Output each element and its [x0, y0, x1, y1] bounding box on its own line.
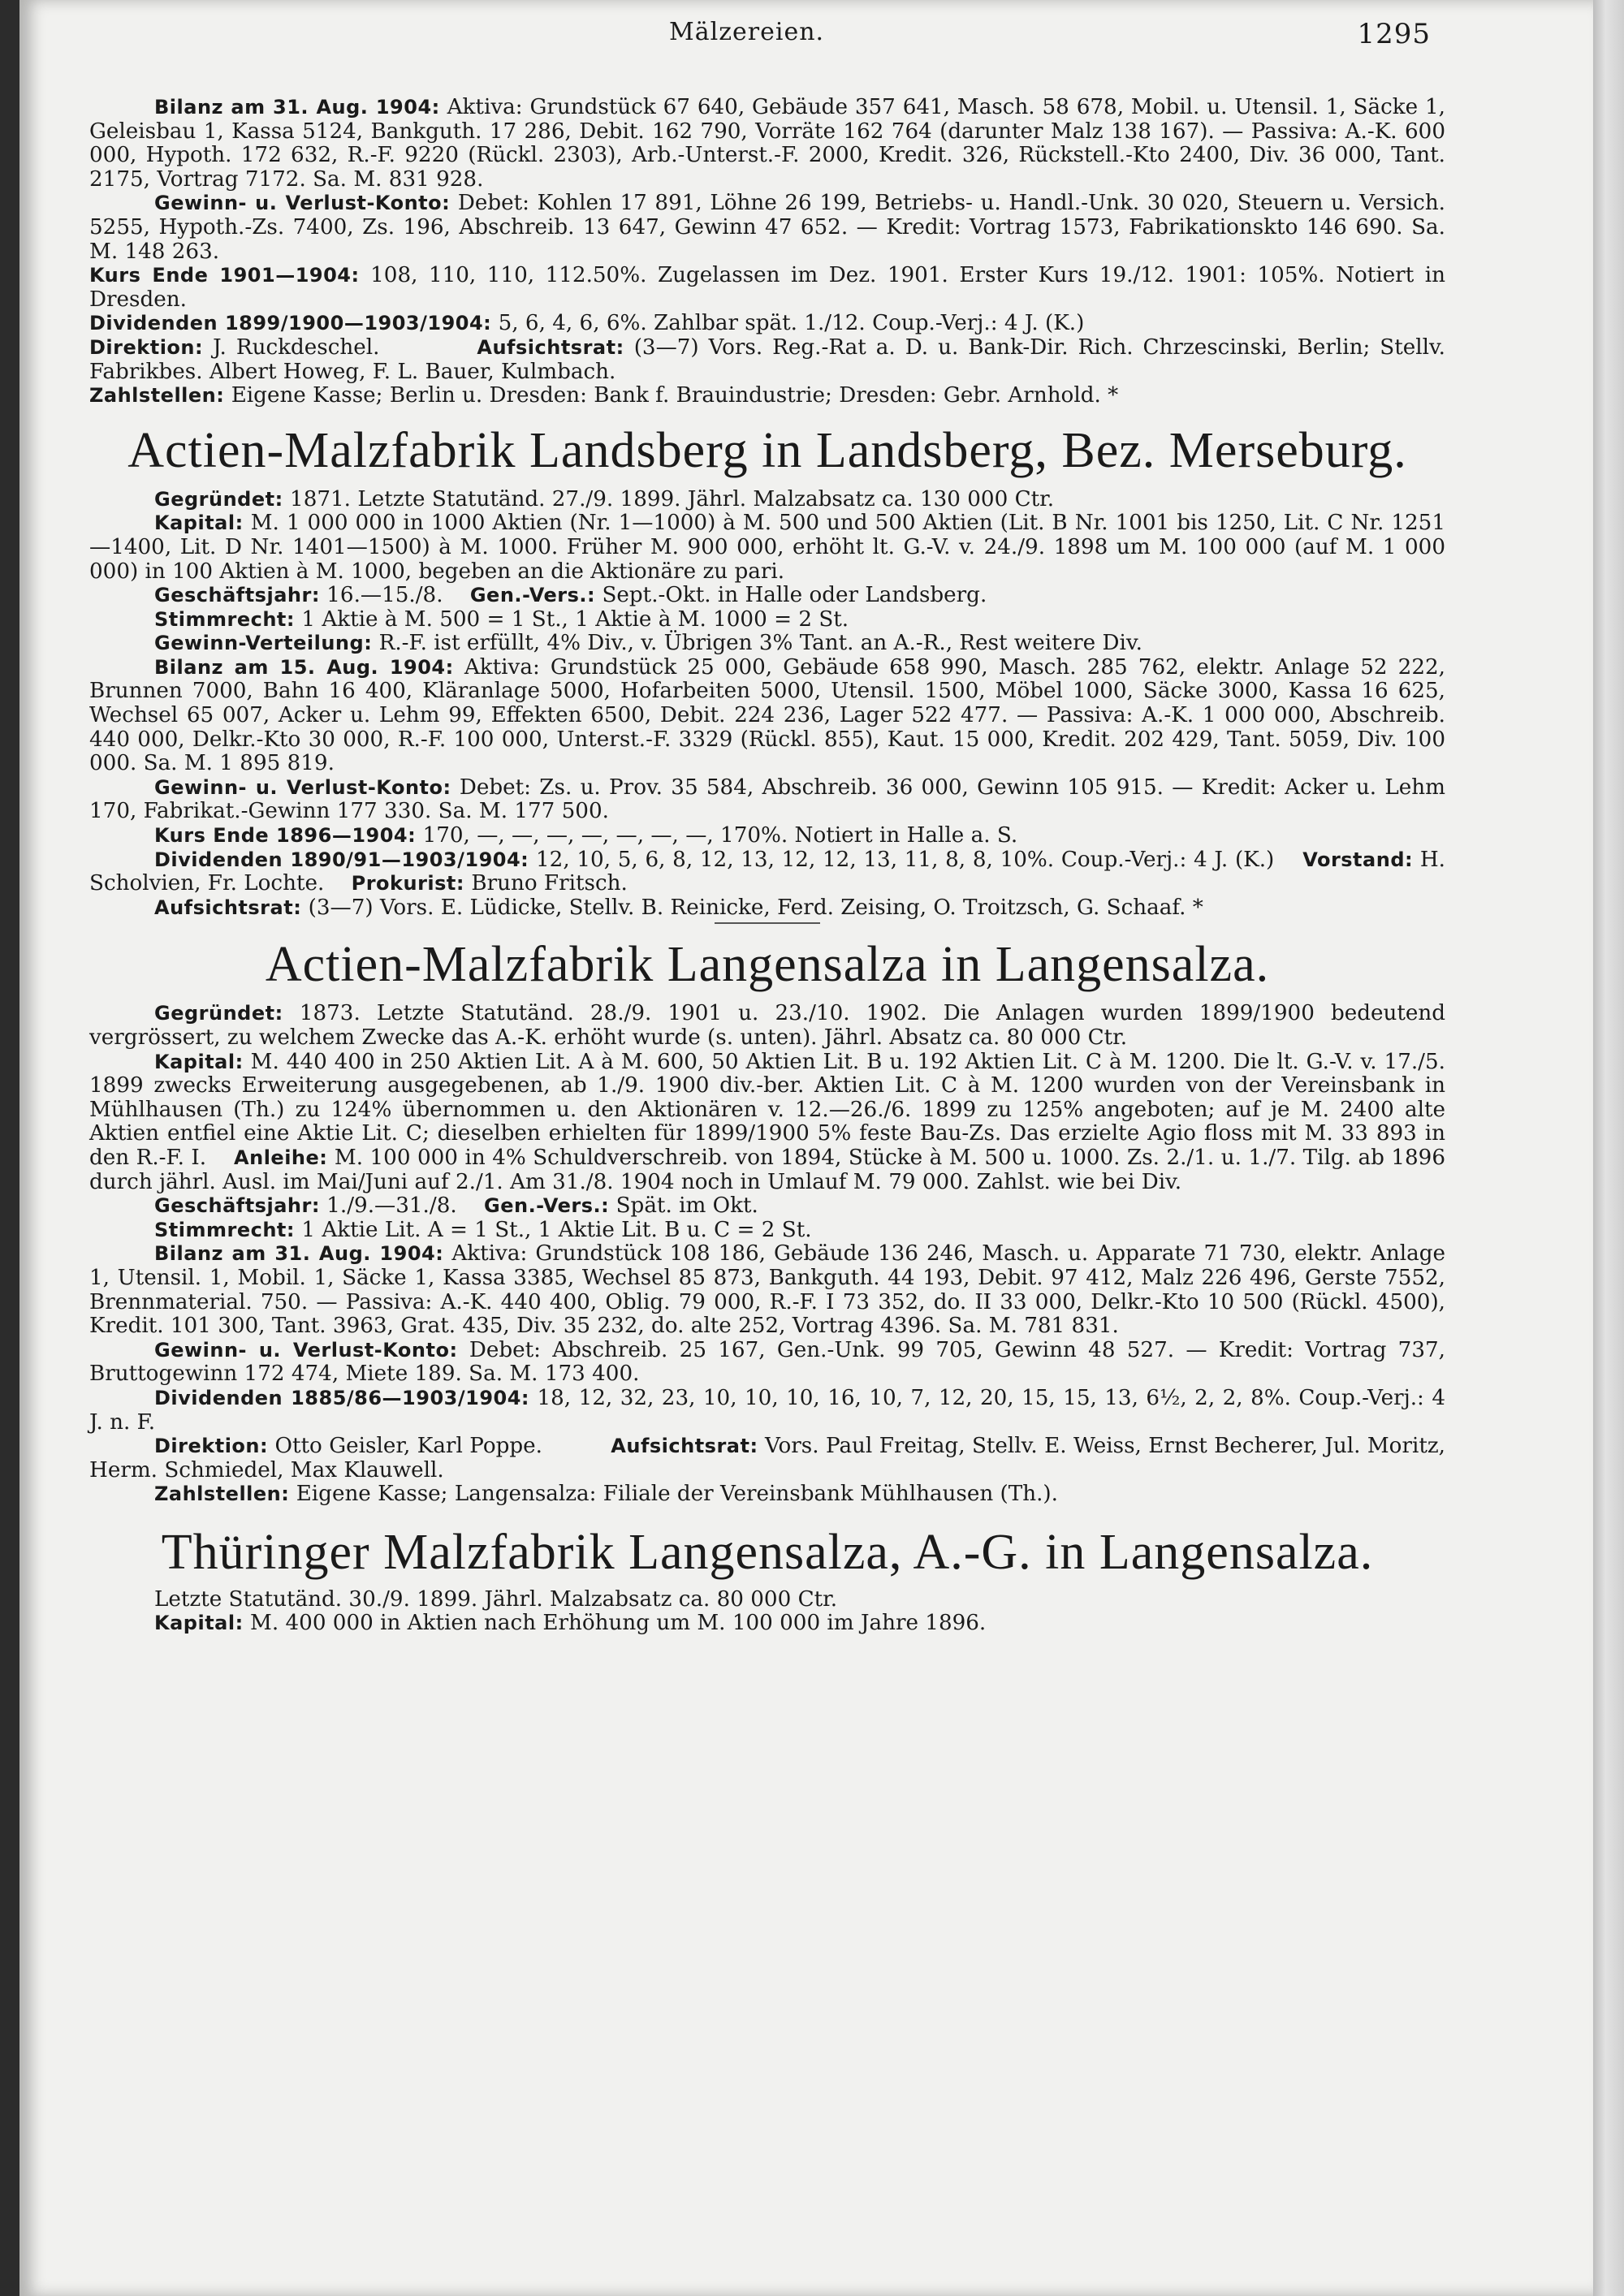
aufsichtsrat-text: (3—7) Vors. Reg.-Rat a. D. u. Bank-Dir. Rich. Chrzescinski, Berlin; Stellv. Fabrikbes. Albert Howeg, F. L. Bauer, Kulmbach. — [89, 334, 1446, 384]
guv-paragraph — [89, 1339, 1445, 1387]
dividenden-paragraph — [89, 312, 1445, 336]
kapital-paragraph — [89, 511, 1445, 584]
gegruendet-text: 1871. Letzte Statutänd. 27./9. 1899. Jährl. Malzabsatz ca. 130 000 Ctr. — [290, 486, 1055, 511]
guv-text: Debet: Zs. u. Prov. 35 584, Abschreib. 36 000, Gewinn 105 915. — Kredit: Acker u. Lehm 170, Fabrikat.-Gewinn 177 330. Sa. M. 177 500. — [89, 775, 1446, 824]
gegruendet-paragraph — [89, 488, 1445, 512]
bilanz-label: Bilanz am 31. Aug. 1904: — [154, 1242, 444, 1266]
page — [19, 0, 1593, 2296]
dividenden-paragraph — [89, 848, 1445, 896]
stimmrecht-text: 1 Aktie Lit. A = 1 St., 1 Aktie Lit. B u. C = 2 St. — [301, 1217, 812, 1242]
dividenden-text: 18, 12, 32, 23, 10, 10, 10, 16, 10, 7, 12, 20, 15, 15, 13, 6½, 2, 2, 8%. Coup.-Verj.: 4 J. n. F. — [89, 1385, 1445, 1435]
geschaeftsjahr-label: Geschäftsjahr: — [154, 584, 320, 607]
asterisk-mark: * — [1108, 383, 1119, 408]
zahlstellen-label: Zahlstellen: — [154, 1482, 290, 1506]
anleihe-label: Anleihe: — [234, 1146, 328, 1169]
stimmrecht-paragraph — [89, 608, 1445, 632]
kurs-text: 170, —, —, —, —, —, —, —, 170%. Notiert in Halle a. S. — [422, 823, 1018, 848]
geschaeftsjahr-paragraph — [89, 1194, 1445, 1219]
guv-label: Gewinn- u. Verlust-Konto: — [154, 775, 451, 799]
company-title: Thüringer Malzfabrik Langensalza, A.-G. in Langensalza. — [161, 1524, 1374, 1580]
kurs-label: Kurs Ende 1896—1904: — [154, 824, 417, 848]
zahlstellen-paragraph — [89, 384, 1445, 408]
dividenden-text: 5, 6, 4, 6, 6%. Zahlbar spät. 1./12. Coup.-Verj.: 4 J. (K.) — [498, 311, 1085, 336]
vorstand-label: Vorstand: — [1302, 848, 1414, 871]
kapital-label: Kapital: — [154, 1612, 244, 1635]
aufsichtsrat-label: Aufsichtsrat: — [477, 335, 624, 359]
dividenden-paragraph — [89, 1387, 1445, 1435]
stimmrecht-label: Stimmrecht: — [154, 607, 295, 631]
geschaeftsjahr-paragraph — [89, 584, 1445, 608]
bilanz-paragraph — [89, 1242, 1445, 1338]
guv-text: Debet: Kohlen 17 891, Löhne 26 199, Betriebs- u. Handl.-Unk. 30 020, Steuern u. Versich. 5255, Hypoth.-Zs. 7400, Zs. 196, Abschreib. 13 647, Gewinn 47 652. — Kredit: Vortrag 1573, Fabrikationskto 146 690. Sa. M. 148 263. — [89, 191, 1446, 264]
zahlstellen-text: Eigene Kasse; Langensalza: Filiale der Vereinsbank Mühlhausen (Th.). — [296, 1482, 1058, 1507]
kapital-paragraph — [89, 1051, 1445, 1195]
kurs-paragraph — [89, 824, 1445, 848]
dividenden-text: 12, 10, 5, 6, 8, 12, 13, 12, 12, 13, 11, 8, 8, 10%. Coup.-Verj.: 4 J. (K.) — [536, 847, 1275, 872]
bilanz-paragraph — [89, 96, 1445, 192]
bilanz-label: Bilanz am 15. Aug. 1904: — [154, 655, 454, 679]
kurs-label: Kurs Ende 1901—1904: — [89, 264, 360, 287]
header-title: Mälzereien. — [669, 18, 825, 46]
kapital-paragraph — [89, 1612, 1445, 1636]
company-title: Actien-Malzfabrik Langensalza in Langensalza. — [265, 937, 1270, 993]
geschaeftsjahr-text: 16.—15./8. — [326, 583, 443, 608]
vorstand-text: H. Scholvien, Fr. Lochte. — [89, 847, 1445, 896]
gewinnverteilung-paragraph — [89, 632, 1445, 656]
genvers-label: Gen.-Vers.: — [484, 1194, 610, 1218]
anleihe-text: M. 100 000 in 4% Schuldverschreib. von 1894, Stücke à M. 500 u. 1000. Zs. 2./1. u. 1./7. Tilg. ab 1896 durch jährl. Ausl. im Mai/Juni auf 2./1. Am 31./8. 1904 noch in Umlauf M. 79 000. Zahlst. wie bei Div. — [89, 1145, 1445, 1194]
page-content — [89, 96, 1445, 1636]
direktion-paragraph — [89, 336, 1445, 384]
page-edge-shadow — [1593, 0, 1624, 2296]
kurs-paragraph — [89, 264, 1445, 312]
genvers-label: Gen.-Vers.: — [469, 584, 596, 607]
zahlstellen-label: Zahlstellen: — [89, 384, 225, 408]
gegruendet-paragraph — [89, 1002, 1445, 1050]
guv-paragraph — [89, 192, 1445, 264]
kurs-text: 108, 110, 110, 112.50%. Zugelassen im Dez. 1901. Erster Kurs 19./12. 1901: 105%. Notiert in Dresden. — [89, 263, 1445, 312]
direktion-paragraph — [89, 1435, 1445, 1482]
gegruendet-label: Gegründet: — [154, 1002, 283, 1025]
guv-label: Gewinn- u. Verlust-Konto: — [154, 1338, 458, 1362]
prokurist-text: Bruno Fritsch. — [471, 871, 628, 896]
bilanz-text: Aktiva: Grundstück 108 186, Gebäude 136 246, Masch. u. Apparate 71 730, elektr. Anlage 1, Utensil. 1, Mobil. 1, Säcke 1, Kassa 3385, Wechsel 85 873, Bankguth. 44 193, Debit. 97 412, Malz 226 496, Gerste 7552, Brennmaterial. 750. — Passiva: A.-K. 440 400, Oblig. 79 000, R.-F. I 73 352, do. II 33 000, Delkr.-Kto 10 500 (Rückl. 4500), Kredit. 101 300, Tant. 3963, Grat. 435, Div. 35 232, do. alte 252, Vortrag 4396. Sa. M. 781 831. — [89, 1241, 1445, 1339]
genvers-text: Spät. im Okt. — [615, 1193, 758, 1219]
company-title: Actien-Malzfabrik Landsberg in Landsberg, Bez. Merseburg. — [127, 422, 1407, 478]
bilanz-text: Aktiva: Grundstück 25 000, Gebäude 658 990, Masch. 285 762, elektr. Anlage 52 222, Brunnen 7000, Bahn 16 400, Kläranlage 5000, Hofarbeiten 5000, Utensil. 1500, Möbel 1000, Säcke 3000, Kassa 16 625, Wechsel 65 007, Acker u. Lehm 99, Effekten 6500, Debit. 224 236, Lager 522 477. — Passiva: A.-K. 1 000 000, Abschreib. 440 000, Delkr.-Kto 30 000, R.-F. 100 000, Unterst.-F. 3329 (Rückl. 855), Kaut. 15 000, Kredit. 202 429, Tant. 5059, Div. 100 000. Sa. M. 1 895 819. — [89, 654, 1445, 776]
guv-paragraph — [89, 776, 1445, 824]
dividenden-label: Dividenden 1899/1900—1903/1904: — [89, 312, 492, 335]
dividenden-label: Dividenden 1885/86—1903/1904: — [154, 1386, 530, 1409]
aufsichtsrat-paragraph — [89, 896, 1445, 921]
aufsichtsrat-label: Aufsichtsrat: — [611, 1435, 758, 1458]
zahlstellen-paragraph — [89, 1482, 1445, 1507]
dividenden-label: Dividenden 1890/91—1903/1904: — [154, 848, 529, 871]
guv-text: Debet: Abschreib. 25 167, Gen.-Unk. 99 705, Gewinn 48 527. — Kredit: Vortrag 737, Bruttogewinn 172 474, Miete 189. Sa. M. 173 400. — [89, 1337, 1445, 1387]
page-number: 1295 — [1357, 18, 1431, 50]
direktion-label: Direktion: — [89, 335, 204, 359]
statut-paragraph — [89, 1588, 1445, 1612]
kapital-text: M. 400 000 in Aktien nach Erhöhung um M. 100 000 im Jahre 1896. — [250, 1611, 987, 1636]
geschaeftsjahr-label: Geschäftsjahr: — [154, 1194, 320, 1218]
direktion-text: J. Ruckdeschel. — [213, 334, 380, 360]
geschaeftsjahr-text: 1./9.—31./8. — [326, 1193, 457, 1219]
zahlstellen-text: Eigene Kasse; Berlin u. Dresden: Bank f. Brauindustrie; Dresden: Gebr. Arnhold. — [231, 383, 1101, 408]
kapital-text: M. 1 000 000 in 1000 Aktien (Nr. 1—1000) à M. 500 und 500 Aktien (Lit. B Nr. 1001 bis 1250, Lit. C Nr. 1251—1400, Lit. D Nr. 1401—1500) à M. 1000. Früher M. 900 000, erhöht lt. G.-V. v. 24./9. 1898 um M. 100 000 (auf M. 1 000 000) in 100 Aktien à M. 1000, begeben an die Aktionäre zu pari. — [89, 511, 1445, 584]
stimmrecht-paragraph — [89, 1219, 1445, 1243]
genvers-text: Sept.-Okt. in Halle oder Landsberg. — [602, 583, 987, 608]
stimmrecht-label: Stimmrecht: — [154, 1218, 295, 1241]
gegruendet-label: Gegründet: — [154, 487, 283, 511]
asterisk-mark: * — [1192, 895, 1203, 920]
running-header — [19, 18, 1593, 58]
prokurist-label: Prokurist: — [351, 872, 464, 896]
bilanz-text: Aktiva: Grundstück 67 640, Gebäude 357 641, Masch. 58 678, Mobil. u. Utensil. 1, Säcke 1, Geleisbau 1, Kassa 5124, Bankguth. 17 286, Debit. 162 790, Vorräte 162 764 (darunter Malz 138 167). — Passiva: A.-K. 600 000, Hypoth. 172 632, R.-F. 9220 (Rückl. 2303), Arb.-Unterst.-F. 2000, Kredit. 326, Rückstell.-Kto 2400, Div. 36 000, Tant. 2175, Vortrag 7172. Sa. M. 831 928. — [89, 95, 1445, 192]
gegruendet-text: 1873. Letzte Statutänd. 28./9. 1901 u. 23./10. 1902. Die Anlagen wurden 1899/1900 bedeutend vergrössert, zu welchem Zwecke das A.-K. erhöht wurde (s. unten). Jährl. Absatz ca. 80 000 Ctr. — [89, 1001, 1445, 1050]
direktion-label: Direktion: — [154, 1435, 269, 1458]
direktion-text: Otto Geisler, Karl Poppe. — [274, 1434, 542, 1459]
kapital-label: Kapital: — [154, 1050, 244, 1073]
section-divider — [715, 922, 820, 924]
gewinnverteilung-label: Gewinn-Verteilung: — [154, 632, 373, 655]
gewinnverteilung-text: R.-F. ist erfüllt, 4% Div., v. Übrigen 3% Tant. an A.-R., Rest weitere Div. — [378, 631, 1142, 656]
guv-label: Gewinn- u. Verlust-Konto: — [154, 192, 451, 215]
aufsichtsrat-text: (3—7) Vors. E. Lüdicke, Stellv. B. Reinicke, Ferd. Zeising, O. Troitzsch, G. Schaaf. — [308, 895, 1186, 920]
stimmrecht-text: 1 Aktie à M. 500 = 1 St., 1 Aktie à M. 1000 = 2 St. — [301, 606, 849, 632]
aufsichtsrat-label: Aufsichtsrat: — [154, 896, 302, 919]
statut-text: Letzte Statutänd. 30./9. 1899. Jährl. Malzabsatz ca. 80 000 Ctr. — [154, 1586, 838, 1612]
bilanz-paragraph — [89, 656, 1445, 776]
aufsichtsrat-text: Vors. Paul Freitag, Stellv. E. Weiss, Ernst Becherer, Jul. Moritz, Herm. Schmiedel, Max Klauwell. — [89, 1434, 1445, 1482]
kapital-label: Kapital: — [154, 511, 244, 535]
kapital-text: M. 440 400 in 250 Aktien Lit. A à M. 600, 50 Aktien Lit. B u. 192 Aktien Lit. C à M. 1200. Die lt. G.-V. v. 17./5. 1899 zwecks Erweiterung ausgegebenen, ab 1./9. 1900 div.-ber. Aktien Lit. C à M. 1200 wurden von der Vereinsbank in Mühlhausen (Th.) zu 124% übernommen u. den Aktionären v. 12.—26./6. 1899 zu 125% angeboten; auf je M. 2400 alte Aktien entfiel eine Aktie Lit. C; dieselben erhielten für 1899/1900 5% feste Bau-Zs. Das erzielte Agio floss mit M. 33 893 in den R.-F. I. — [89, 1049, 1445, 1170]
bilanz-label: Bilanz am 31. Aug. 1904: — [154, 96, 440, 119]
